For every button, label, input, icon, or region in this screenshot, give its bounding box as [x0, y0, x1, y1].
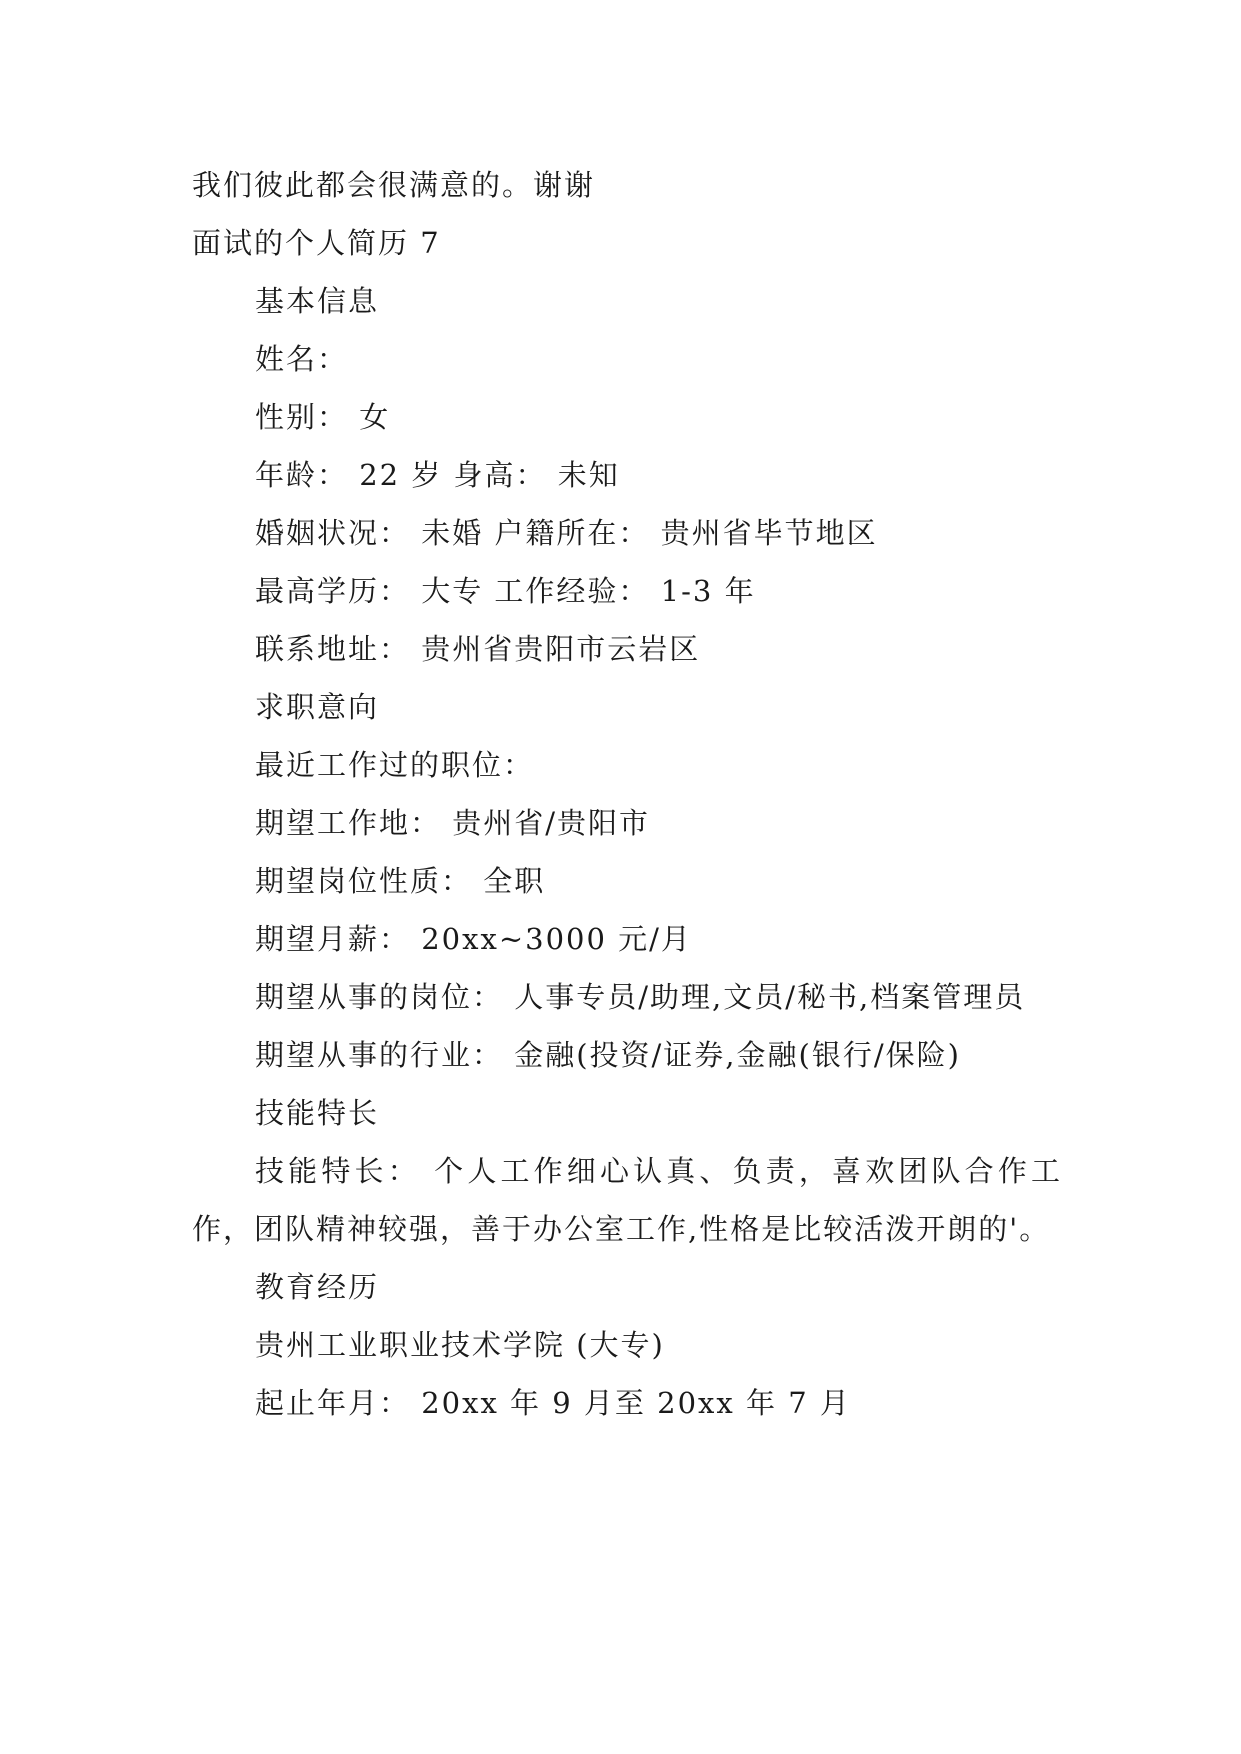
field-gender: 性别： 女 [255, 400, 391, 434]
intro-line: 我们彼此都会很满意的。谢谢 [192, 168, 596, 202]
field-expected-location: 期望工作地： 贵州省/贵阳市 [255, 806, 650, 840]
field-address: 联系地址： 贵州省贵阳市云岩区 [255, 632, 701, 666]
field-name: 姓名： [255, 342, 349, 376]
field-marital-hukou: 婚姻状况： 未婚 户籍所在： 贵州省毕节地区 [255, 516, 878, 550]
field-education-experience: 最高学历： 大专 工作经验： 1-3 年 [255, 574, 756, 608]
field-school: 贵州工业职业技术学院 (大专) [255, 1328, 665, 1362]
document-title: 面试的个人简历 7 [192, 226, 441, 260]
section-heading-basic-info: 基本信息 [255, 284, 380, 318]
section-heading-job-intention: 求职意向 [255, 690, 380, 724]
document-body [192, 156, 1062, 1432]
section-heading-skills: 技能特长 [255, 1096, 380, 1130]
field-recent-position: 最近工作过的职位： [255, 748, 535, 782]
field-expected-job-type: 期望岗位性质： 全职 [255, 864, 546, 898]
field-education-period: 起止年月： 20xx 年 9 月至 20xx 年 7 月 [255, 1386, 851, 1420]
skills-description: 技能特长： 个人工作细心认真、负责，喜欢团队合作工作，团队精神较强，善于办公室工作,性格是比较活泼开朗的'。 [192, 1154, 1062, 1246]
field-age-height: 年龄： 22 岁 身高： 未知 [255, 458, 620, 492]
field-expected-positions: 期望从事的岗位： 人事专员/助理,文员/秘书,档案管理员 [255, 980, 1026, 1014]
field-expected-salary: 期望月薪： 20xx~3000 元/月 [255, 922, 692, 956]
section-heading-education: 教育经历 [255, 1270, 380, 1304]
field-expected-industry: 期望从事的行业： 金融(投资/证券,金融(银行/保险) [255, 1038, 961, 1072]
